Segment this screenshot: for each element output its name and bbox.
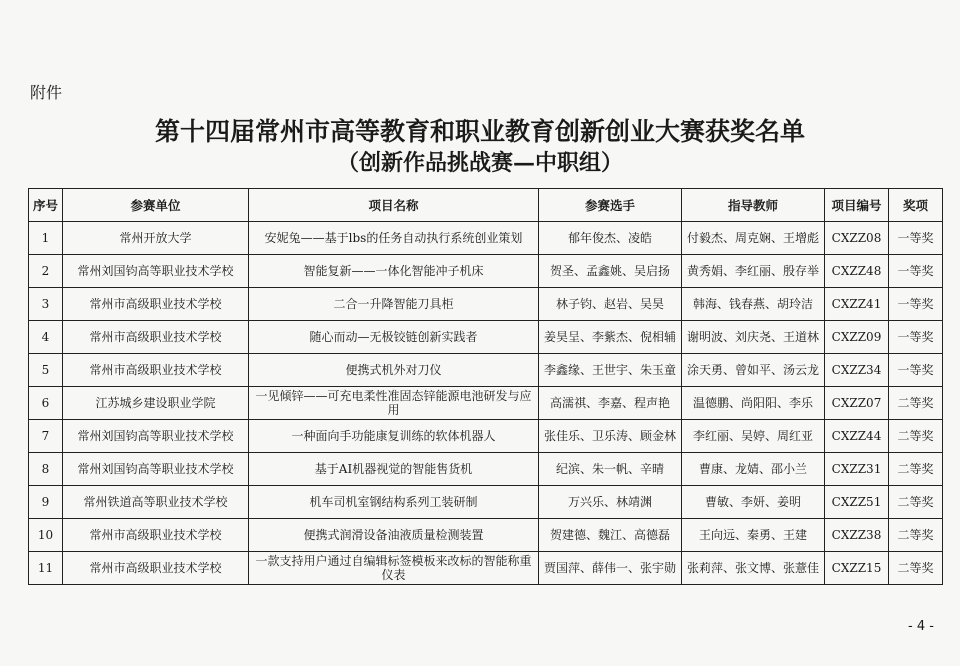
cell-project: 一见倾锌——可充电柔性准固态锌能源电池研发与应用 xyxy=(249,387,539,420)
cell-advisors: 黄秀娟、李红丽、殷存举 xyxy=(682,255,825,288)
cell-unit: 常州市高级职业技术学校 xyxy=(63,288,249,321)
header-award: 奖项 xyxy=(889,189,943,222)
table-row xyxy=(29,387,943,420)
cell-advisors: 韩海、钱春燕、胡玲洁 xyxy=(682,288,825,321)
cell-advisors: 曹康、龙婧、邵小兰 xyxy=(682,453,825,486)
cell-advisors: 付毅杰、周克娴、王增彪 xyxy=(682,222,825,255)
cell-unit: 常州市高级职业技术学校 xyxy=(63,321,249,354)
cell-contestants: 纪滨、朱一帆、辛晴 xyxy=(539,453,682,486)
cell-project-id: CXZZ48 xyxy=(825,255,889,288)
cell-award: 二等奖 xyxy=(889,552,943,585)
cell-unit: 常州铁道高等职业技术学校 xyxy=(63,486,249,519)
table-row xyxy=(29,519,943,552)
cell-project: 二合一升降智能刀具柜 xyxy=(249,288,539,321)
cell-advisors: 涂天勇、曾如平、汤云龙 xyxy=(682,354,825,387)
cell-index: 1 xyxy=(29,222,63,255)
cell-contestants: 万兴乐、林靖渊 xyxy=(539,486,682,519)
table-row xyxy=(29,453,943,486)
cell-index: 7 xyxy=(29,420,63,453)
cell-index: 11 xyxy=(29,552,63,585)
cell-project-id: CXZZ07 xyxy=(825,387,889,420)
cell-project: 一种面向手功能康复训练的软体机器人 xyxy=(249,420,539,453)
cell-contestants: 姜昊呈、李紫杰、倪相辅 xyxy=(539,321,682,354)
cell-index: 2 xyxy=(29,255,63,288)
cell-unit: 常州刘国钧高等职业技术学校 xyxy=(63,453,249,486)
cell-award: 一等奖 xyxy=(889,321,943,354)
header-unit: 参赛单位 xyxy=(63,189,249,222)
header-project-id: 项目编号 xyxy=(825,189,889,222)
cell-project-id: CXZZ34 xyxy=(825,354,889,387)
cell-award: 一等奖 xyxy=(889,354,943,387)
cell-advisors: 李红丽、吴婷、周红亚 xyxy=(682,420,825,453)
cell-index: 4 xyxy=(29,321,63,354)
cell-project-id: CXZZ51 xyxy=(825,486,889,519)
cell-unit: 常州市高级职业技术学校 xyxy=(63,519,249,552)
page-number: - 4 - xyxy=(908,619,934,634)
table-row xyxy=(29,552,943,585)
cell-project-id: CXZZ09 xyxy=(825,321,889,354)
table-row xyxy=(29,486,943,519)
cell-contestants: 张佳乐、卫乐涛、顾金林 xyxy=(539,420,682,453)
cell-unit: 常州刘国钧高等职业技术学校 xyxy=(63,255,249,288)
header-contestants: 参赛选手 xyxy=(539,189,682,222)
awards-table xyxy=(28,188,943,585)
cell-award: 二等奖 xyxy=(889,486,943,519)
cell-advisors: 谢明波、刘庆尧、王道林 xyxy=(682,321,825,354)
table-row xyxy=(29,288,943,321)
cell-project-id: CXZZ31 xyxy=(825,453,889,486)
table-header-row xyxy=(29,189,943,222)
cell-unit: 常州开放大学 xyxy=(63,222,249,255)
cell-contestants: 贺建德、魏江、高德磊 xyxy=(539,519,682,552)
cell-contestants: 贾国萍、薛伟一、张宇勋 xyxy=(539,552,682,585)
cell-index: 9 xyxy=(29,486,63,519)
table-row xyxy=(29,354,943,387)
cell-project: 随心而动—无极铰链创新实践者 xyxy=(249,321,539,354)
cell-contestants: 高濡祺、李嘉、程声艳 xyxy=(539,387,682,420)
cell-index: 10 xyxy=(29,519,63,552)
cell-project: 安妮兔——基于lbs的任务自动执行系统创业策划 xyxy=(249,222,539,255)
cell-contestants: 郁年俊杰、凌皓 xyxy=(539,222,682,255)
table-row xyxy=(29,222,943,255)
cell-contestants: 贺圣、孟鑫姚、吴启扬 xyxy=(539,255,682,288)
cell-project-id: CXZZ15 xyxy=(825,552,889,585)
header-index: 序号 xyxy=(29,189,63,222)
cell-advisors: 曹敏、李妍、姜明 xyxy=(682,486,825,519)
cell-project: 便携式润滑设备油液质量检测装置 xyxy=(249,519,539,552)
cell-unit: 江苏城乡建设职业学院 xyxy=(63,387,249,420)
cell-project-id: CXZZ38 xyxy=(825,519,889,552)
cell-award: 一等奖 xyxy=(889,288,943,321)
cell-index: 3 xyxy=(29,288,63,321)
cell-advisors: 张莉萍、张文博、张薏佳 xyxy=(682,552,825,585)
header-project: 项目名称 xyxy=(249,189,539,222)
cell-award: 二等奖 xyxy=(889,420,943,453)
cell-project-id: CXZZ41 xyxy=(825,288,889,321)
cell-unit: 常州市高级职业技术学校 xyxy=(63,354,249,387)
cell-contestants: 李鑫缘、王世宇、朱玉童 xyxy=(539,354,682,387)
table-row xyxy=(29,321,943,354)
cell-index: 5 xyxy=(29,354,63,387)
table-row xyxy=(29,255,943,288)
cell-index: 8 xyxy=(29,453,63,486)
cell-unit: 常州刘国钧高等职业技术学校 xyxy=(63,420,249,453)
cell-award: 二等奖 xyxy=(889,519,943,552)
cell-project-id: CXZZ08 xyxy=(825,222,889,255)
cell-index: 6 xyxy=(29,387,63,420)
cell-advisors: 温德鹏、尚阳阳、李乐 xyxy=(682,387,825,420)
cell-award: 二等奖 xyxy=(889,453,943,486)
attachment-label: 附件 xyxy=(30,83,63,102)
cell-project: 便携式机外对刀仪 xyxy=(249,354,539,387)
cell-project: 智能复新——一体化智能冲子机床 xyxy=(249,255,539,288)
cell-project: 基于AI机器视觉的智能售货机 xyxy=(249,453,539,486)
document-title: 第十四届常州市高等教育和职业教育创新创业大赛获奖名单 xyxy=(154,117,805,146)
cell-project-id: CXZZ44 xyxy=(825,420,889,453)
document-subtitle: （创新作品挑战赛—中职组） xyxy=(336,150,623,176)
cell-project: 机车司机室钢结构系列工装研制 xyxy=(249,486,539,519)
cell-unit: 常州市高级职业技术学校 xyxy=(63,552,249,585)
cell-award: 一等奖 xyxy=(889,222,943,255)
header-advisors: 指导教师 xyxy=(682,189,825,222)
table-row xyxy=(29,420,943,453)
cell-contestants: 林子钧、赵岩、吴昊 xyxy=(539,288,682,321)
cell-award: 一等奖 xyxy=(889,255,943,288)
cell-award: 二等奖 xyxy=(889,387,943,420)
cell-project: 一款支持用户通过自编辑标签模板来改标的智能称重仪表 xyxy=(249,552,539,585)
cell-advisors: 王向远、秦勇、王建 xyxy=(682,519,825,552)
